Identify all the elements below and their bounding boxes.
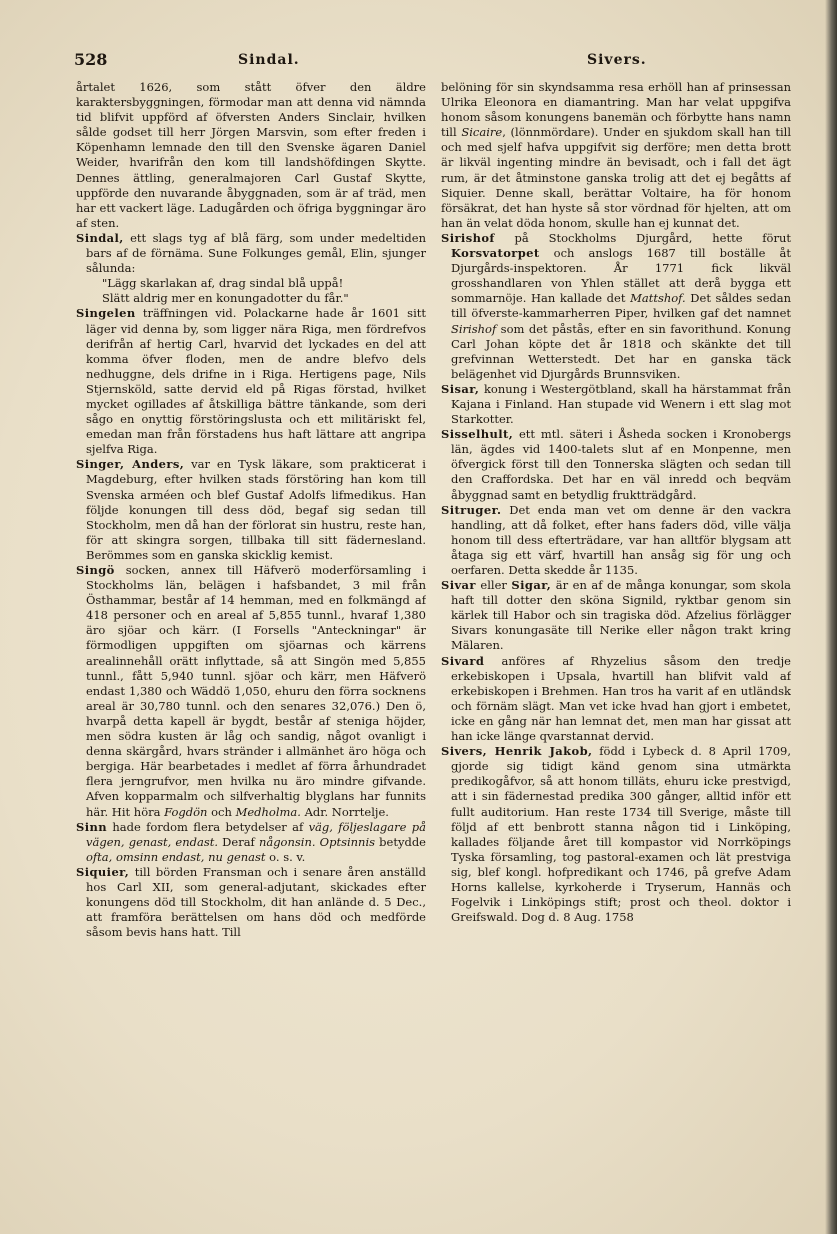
entry-italic: Mattshof. [630,291,686,306]
entry-text: på Stockholms Djurgård, hette förut [494,230,791,245]
continued-paragraph: årtalet 1626, som stått öfver den äldre karaktersbyggningen, förmodar man att denna vid nämnda tid blifvit uppförd af öfversten Anders Sinclair, hvilken sålde godset till herr Jörgen Marsvin, som efter freden i Köpenhamn lemnade den till den Svenske ägaren Daniel Weider, hvarifrån den kom till landshöfdingen Skytte. Dennes ättling, generalmajoren Carl Gustaf Skytte, uppförde den nuvarande åbyggnaden, som är af träd, men har ett vackert läge. Ladugården och öfriga byggningar äro af sten. [76,80,426,230]
left-running-head: Sindal. [238,52,300,68]
entry-text: Adr. Norrtelje. [300,804,389,819]
entry-text: betydde [375,834,426,849]
entry-text: belöning för sin skyndsamma resa erhöll han af prinsessan Ulrika Eleonora en diamantring. Man har velat uppgifva honom såsom konungens banemän och förbytte hans namn till [441,80,791,140]
headword: Sindal, [76,230,124,245]
headword: Korsvatorpet [451,246,540,261]
entry-text: o. s. v. [265,849,306,864]
entry-text: var en Tysk läkare, som prakticerat i Magdeburg, efter hvilken stads förstöring han kom till Svenska arméen och blef Gustaf Adolfs lifmedikus. Han följde konungen till dess död, begaf sig sedan till Stockholm, men då han der förlorat sin hustru, reste han, för att skingra sorgen, tillbaka till sitt fädernesland. Berömmes som en ganska skicklig kemist. [86,457,426,562]
entry-sisselhult [441,427,791,502]
page-edge-shadow [825,0,837,1234]
headword: Sivar [441,578,476,593]
entry-italic: Sicaire [461,125,503,140]
entry-text: och [207,804,236,819]
entry-text: ett slags tyg af blå färg, som under medeltiden bars af de förnäma. Sune Folkunges gemål, Elin, sjunger sålunda: [86,230,426,276]
entry-text: och anslogs 1687 till boställe åt Djurgårds-inspektoren. År 1771 fick likväl grosshandlaren von Yhlen stället att derå bygga ett sommarnöje. Han kallade det [451,246,791,306]
right-running-head: Sivers. [587,52,647,68]
entry-sisar [441,382,791,427]
headword: Sisar, [441,381,480,396]
entry-text: träffningen vid. Polackarne hade år 1601 sitt läger vid denna by, som ligger nära Riga, men fördrefvos derifrån af hertig Carl, hvarvid det lyckades en del att komma öfver floden, men de andre blefvo dels nedhuggne, dels drifne in i Riga. Hertigens page, Nils Stjernsköld, satte dervid eld på Rigas förstad, hvilket mycket ogillades af åtskilliga bättre tänkande, som deri sågo en onyttig förstöringslusta och ett militäriskt fel, emedan man från förstadens hus haft lättare att angripa sjelfva Riga. [86,306,426,457]
headword: Singelen [76,306,136,321]
entry-text: konung i Westergötbland, skall ha härstammat från Kajana i Finland. Han stupade vid Wenern i ett slag mot Starkotter. [451,381,791,427]
entry-sivard [441,654,791,745]
entry-text: hade fordom flera betydelser af [107,819,309,834]
page-number: 528 [74,50,108,69]
entry-singo [76,563,426,820]
entry-singelen [76,306,426,457]
entry-italic: Sirishof [451,321,497,336]
entry-italic: Medholma. [235,804,301,819]
entry-text: socken, annex till Häfverö moderförsamling i Stockholms län, belägen i hafsbandet, 3 mil från Östhammar, består af 14 hemman, med en folkmängd af 418 personer och en areal af 5,855 tunnl., hvaraf 1,380 äro sjöar och kärr. (I Forsells "Anteckningar" är förmodligen uppgiften om sjöarnas och kärrens arealinnehåll orätt inflyttade, så att Singön med 5,855 tunnl., fått 5,940 tunnl. sjöar och kärr, men Häfverö endast 1,380 och Wäddö 1,050, ehuru den förra socknens areal är 30,780 tunnl. och den senares 32,076.) Den ö, hvarpå detta kapell är bygdt, består af steniga höjder, men södra kusten är låg och sandig, något ovanligt i denna skärgård, hvars stränder i allmänhet äro höga och bergiga. Här bearbetades i medlet af förra århundradet flera jerngrufvor, men hvilka nu äro mindre gifvande. Afven kopparmalm och silfverhaltig blyglans har funnits här. Hit höra [86,563,426,819]
entry-text: Det såldes sedan till öfverste-kammarherren Piper, hvilken gaf det namnet [451,291,791,321]
entry-text: född i Lybeck d. 8 April 1709, gjorde sig tidigt känd genom sina utmärkta predikogåfvor, så att honom tilläts, ehuru icke prestvigd, att i sin fädernestad predika 300 gånger, alltid inför ett fullt auditorium. Han reste 1734 till Sverige, måste till följd af ett benbrott stanna någon tid i Linköping, kallades följande året till kompastor vid Norrköpings Tyska församling, tog pastoral-examen och lät prestviga sig, blef kongl. hofpredikant och 1746, på grefve Adam Horns kallelse, kyrkoherde i Tryserum, Hannäs och Fogelvik i Linköpings stift; prost och theol. doktor i Greifswald. Dog d. 8 Aug. 1758 [451,744,791,925]
headword: Siquier, [76,864,130,879]
headword: Sinn [76,819,107,834]
entry-sitruger [441,503,791,578]
entry-sirishof [441,231,791,382]
headword: Sitruger. [441,502,502,517]
entry-text: Det enda man vet om denne är den vackra handling, att då folket, efter hans faders död, ville välja honom till dess efterträdare, var han alltför blygsam att åtaga sig ett värf, hvartill han ansåg sig för ung och oerfaren. Detta skedde år 1135. [451,502,791,577]
entry-text: , (lönnmördare). Under en sjukdom skall han till och med sjelf hafva uppgifvit sig derföre; men detta brott är likväl ingenting mindre än bevisadt, och i fall det ägt rum, är det åtminstone ganska trolig att det ej begåtts af Siquier. Denne skall, berättar Voltaire, ha för honom försäkrat, det han hyste så stor vördnad för hjelten, att om han än velat döda honom, skulle han ej kunnat det. [441,125,791,230]
headword: Sivers, Henrik Jakob, [441,744,593,759]
entry-text: Deraf [218,834,259,849]
headword: Sisselhult, [441,427,514,442]
entry-italic: ofta, omsinn endast, nu genast [86,849,266,864]
headword: Sigar, [511,578,552,593]
right-column [441,80,791,1210]
entry-sindal [76,231,426,276]
entry-text: är en af de många konungar, som skola haft till dotter den sköna Signild, ryktbar genom sin kärlek till Habor och sin tragiska död. Afzelius förlägger Sivars konungasäte till Nerike eller någon trakt kring Mälaren. [451,578,791,653]
entry-sivar [441,578,791,653]
headword: Sivard [441,653,485,668]
entry-text: ett mtl. säteri i Åsheda socken i Kronobergs län, ägdes vid 1400-talets slut af en Monpenne, men öfvergick först till den Tonnerska slägten och sedan till den Craffordska. Det har en väl inredd och beqväm åbyggnad samt en betydlig fruktträdgård. [451,427,791,502]
entry-italic: någonsin. Optsinnis [258,834,376,849]
running-header [0,50,837,76]
continued-paragraph [441,80,791,231]
entry-text: anföres af Rhyzelius såsom den tredje erkebiskopen i Upsala, hvartill han blifvit vald af erkebiskopen i Brehmen. Han tros ha varit af en utländsk och förnäm slägt. Man vet icke hvad han gjort i embetet, icke en gång när han lemnat det, men man har gissat att han icke länge qvarstannat dervid. [451,653,791,744]
headword: Singö [76,563,115,577]
entry-text: som det påstås, efter en sin favorithund. Konung Carl Johan köpte det år 1818 och skänkte det till grefvinnan Wetterstedt. Det har en ganska täck belägenhet vid Djurgårds Brunnsviken. [451,321,791,381]
entry-sinn [76,820,426,865]
left-column [76,80,426,1210]
entry-italic: väg, följeslagare på vägen, genast, endast. [86,819,426,849]
entry-text: till börden Fransman och i senare åren anställd hos Carl XII, som general-adjutant, skickades efter konungens död till Stockholm, dit han anlände d. 5 Dec., att framföra berättelsen om hans död och medförde såsom bevis hans hatt. Till [86,864,426,940]
entry-sivers [441,744,791,925]
entry-singer [76,457,426,563]
entry-italic: Fogdön [164,804,208,819]
entry-siquier [76,865,426,940]
entry-text: eller [475,578,512,593]
headword: Sirishof [441,230,495,245]
verse-line: Slätt aldrig mer en konungadotter du får." [102,291,349,306]
verse-line: "Lägg skarlakan af, drag sindal blå uppå! [102,276,344,291]
headword: Singer, Anders, [76,457,185,472]
